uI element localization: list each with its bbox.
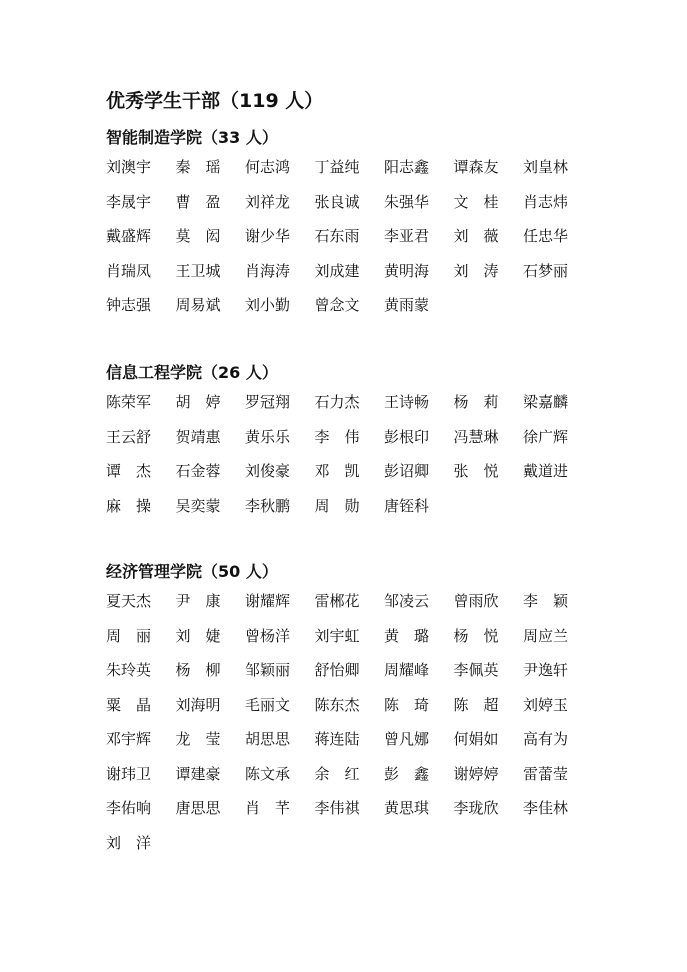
section-intelligent-manufacturing: [106, 127, 626, 330]
student-name: 毛丽文: [245, 695, 291, 714]
student-name: 刘洋: [106, 833, 167, 852]
student-name: 陈东杰: [314, 695, 360, 714]
student-name: 唐思思: [175, 799, 221, 817]
student-name: 张悦: [453, 462, 514, 480]
student-name: 刘皇林: [523, 158, 569, 176]
student-name: 石梦丽: [523, 261, 569, 280]
student-name: 谭森友: [453, 158, 499, 176]
student-name: 谢玮卫: [106, 764, 152, 783]
student-name: 曾杨洋: [245, 626, 291, 645]
student-name: 刘涛: [453, 261, 514, 280]
student-name: 谢少华: [245, 227, 291, 245]
student-name: 李珑欣: [453, 799, 499, 817]
name-list: [106, 591, 626, 867]
student-name: 雷郴花: [314, 592, 360, 610]
section-title: 智能制造学院（33 人）: [106, 128, 278, 147]
name-list: [106, 392, 626, 530]
student-name: 陈琦: [384, 695, 445, 714]
student-name: 谢婷婷: [453, 764, 499, 783]
student-name: 谢耀辉: [245, 592, 291, 610]
student-name: 罗冠翔: [245, 393, 291, 411]
student-name: 秦瑶: [175, 158, 236, 176]
student-name: 阳志鑫: [384, 158, 430, 176]
student-name: 李伟: [314, 427, 375, 446]
student-name: 陈超: [453, 695, 514, 714]
student-name: 舒怡卿: [314, 661, 360, 679]
student-name: 何娟如: [453, 730, 499, 748]
student-name: 文桂: [453, 192, 514, 211]
student-name: 石东雨: [314, 227, 360, 245]
student-name: 周应兰: [523, 626, 569, 645]
student-name: 雷蕾莹: [523, 764, 569, 783]
student-name: 黄明海: [384, 261, 430, 280]
student-name: 邓宇辉: [106, 730, 152, 748]
student-name: 曾念文: [314, 296, 360, 314]
student-name: 曹盈: [175, 192, 236, 211]
student-name: 丁益纯: [314, 158, 360, 176]
student-name: 周耀峰: [384, 661, 430, 679]
student-name: 王卫城: [175, 261, 221, 280]
student-name: 李亚君: [384, 227, 430, 245]
student-name: 梁嘉麟: [523, 393, 569, 411]
student-name: 钟志强: [106, 296, 152, 314]
student-name: 杨悦: [453, 626, 514, 645]
student-name: 邹凌云: [384, 592, 430, 610]
student-name: 王诗畅: [384, 393, 430, 411]
student-name: 张良诚: [314, 192, 360, 211]
student-name: 贺靖惠: [175, 427, 221, 446]
student-name: 彭鑫: [384, 764, 445, 783]
student-name: 胡婷: [175, 393, 236, 411]
student-name: 刘澳宇: [106, 158, 152, 176]
student-name: 周丽: [106, 626, 167, 645]
student-name: 杨莉: [453, 393, 514, 411]
student-name: 彭诏卿: [384, 462, 430, 480]
student-name: 李伟祺: [314, 799, 360, 817]
student-name: 肖志炜: [523, 192, 569, 211]
student-name: 尹康: [175, 592, 236, 610]
student-name: 徐广辉: [523, 427, 569, 446]
student-name: 李秋鹏: [245, 496, 291, 515]
student-name: 尹逸轩: [523, 661, 569, 679]
student-name: 吴奕蒙: [175, 496, 221, 515]
student-name: 李佳林: [523, 799, 569, 817]
student-name: 谭建豪: [175, 764, 221, 783]
student-name: 刘宇虹: [314, 626, 360, 645]
student-name: 夏天杰: [106, 592, 152, 610]
student-name: 朱强华: [384, 192, 430, 211]
section-information-engineering: [106, 362, 626, 530]
student-name: 周易斌: [175, 296, 221, 314]
student-name: 刘海明: [175, 695, 221, 714]
student-name: 石金蓉: [175, 462, 221, 480]
student-name: 王云舒: [106, 427, 152, 446]
student-name: 黄璐: [384, 626, 445, 645]
student-name: 李晟宇: [106, 192, 152, 211]
student-name: 何志鸿: [245, 158, 291, 176]
student-name: 邓凯: [314, 462, 375, 480]
student-name: 刘俊豪: [245, 462, 291, 480]
student-name: 刘婕: [175, 626, 236, 645]
page-title: 优秀学生干部（119 人）: [106, 90, 324, 112]
student-name: 陈荣军: [106, 393, 152, 411]
student-name: 谭杰: [106, 462, 167, 480]
student-name: 曾凡娜: [384, 730, 430, 748]
section-title: 经济管理学院（50 人）: [106, 562, 278, 581]
student-name: 余红: [314, 764, 375, 783]
student-name: 高有为: [523, 730, 569, 748]
student-name: 胡思思: [245, 730, 291, 748]
student-name: 曾雨欣: [453, 592, 499, 610]
student-name: 黄乐乐: [245, 427, 291, 446]
student-name: 麻操: [106, 496, 167, 515]
student-name: 刘薇: [453, 227, 514, 245]
student-name: 任忠华: [523, 227, 569, 245]
student-name: 刘小勤: [245, 296, 291, 314]
student-name: 戴道进: [523, 462, 569, 480]
student-name: 黄雨蒙: [384, 296, 430, 314]
student-name: 刘成建: [314, 261, 360, 280]
student-name: 周勋: [314, 496, 375, 515]
student-name: 黄思琪: [384, 799, 430, 817]
student-name: 肖海涛: [245, 261, 291, 280]
student-name: 粟晶: [106, 695, 167, 714]
section-title: 信息工程学院（26 人）: [106, 363, 278, 382]
student-name: 李佑响: [106, 799, 152, 817]
student-name: 刘祥龙: [245, 192, 291, 211]
student-name: 陈文承: [245, 764, 291, 783]
student-name: 莫闳: [175, 227, 236, 245]
student-name: 石力杰: [314, 393, 360, 411]
student-name: 肖瑞凤: [106, 261, 152, 280]
student-name: 刘婷玉: [523, 695, 569, 714]
section-economics-management: [106, 561, 626, 867]
student-name: 唐铚科: [384, 496, 430, 515]
student-name: 蒋连陆: [314, 730, 360, 748]
student-name: 杨柳: [175, 661, 236, 679]
student-name: 彭根印: [384, 427, 430, 446]
student-name: 冯慧琳: [453, 427, 499, 446]
student-name: 肖芊: [245, 799, 306, 817]
student-name: 李佩英: [453, 661, 499, 679]
name-list: [106, 157, 626, 330]
student-name: 邹颖丽: [245, 661, 291, 679]
student-name: 李颖: [523, 592, 584, 610]
student-name: 龙莹: [175, 730, 236, 748]
student-name: 朱玲英: [106, 661, 152, 679]
student-name: 戴盛辉: [106, 227, 152, 245]
